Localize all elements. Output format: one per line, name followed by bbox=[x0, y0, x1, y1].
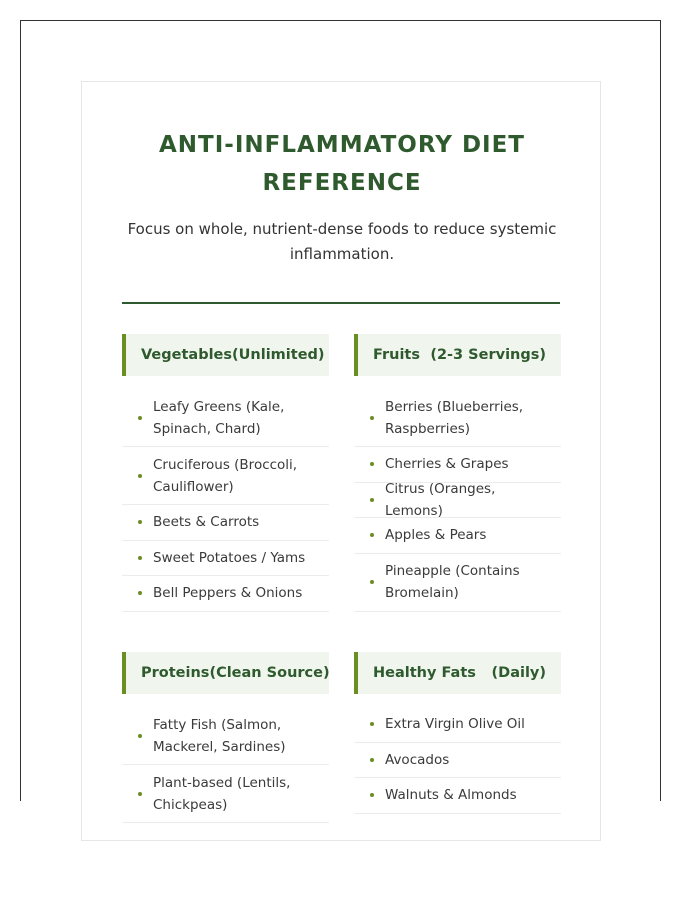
list-item bbox=[122, 505, 329, 541]
bullet-icon bbox=[370, 462, 374, 466]
section-header bbox=[354, 652, 561, 694]
section-fruits bbox=[354, 334, 561, 612]
item-label: Walnuts & Almonds bbox=[385, 787, 517, 804]
food-list bbox=[354, 389, 561, 612]
title-divider bbox=[122, 302, 560, 304]
section-header bbox=[122, 334, 329, 376]
item-label: Apples & Pears bbox=[385, 527, 487, 544]
section-name: Healthy Fats bbox=[373, 665, 476, 681]
list-item bbox=[354, 389, 561, 447]
section-name: Vegetables bbox=[141, 347, 233, 363]
section-name: Proteins bbox=[141, 665, 210, 681]
list-item bbox=[354, 743, 561, 779]
item-label: Citrus (Oranges, Lemons) bbox=[385, 480, 496, 519]
bullet-icon bbox=[138, 474, 142, 478]
bullet-icon bbox=[370, 498, 374, 502]
page-subtitle: Focus on whole, nutrient-dense foods to reduce systemic inflammation. bbox=[127, 220, 557, 263]
item-label: Cherries & Grapes bbox=[385, 456, 509, 473]
list-item bbox=[354, 554, 561, 612]
section-vegetables bbox=[122, 334, 329, 612]
list-item bbox=[122, 707, 329, 765]
bullet-icon bbox=[138, 520, 142, 524]
bullet-icon bbox=[138, 591, 142, 595]
item-label: Avocados bbox=[385, 751, 450, 768]
food-list bbox=[354, 707, 561, 814]
item-label: Plant-based (Lentils, Chickpeas) bbox=[153, 774, 291, 813]
section-name: Fruits bbox=[373, 347, 420, 363]
section-qualifier: (Clean Source) bbox=[209, 665, 330, 681]
list-item bbox=[354, 707, 561, 743]
item-label: Leafy Greens (Kale, Spinach, Chard) bbox=[153, 398, 285, 437]
section-proteins bbox=[122, 652, 329, 823]
section-qualifier: (2-3 Servings) bbox=[430, 347, 546, 363]
section-qualifier: (Unlimited) bbox=[232, 347, 325, 363]
item-label: Sweet Potatoes / Yams bbox=[153, 549, 306, 566]
food-list bbox=[122, 707, 329, 823]
item-label: Extra Virgin Olive Oil bbox=[385, 716, 525, 733]
bullet-icon bbox=[138, 792, 142, 796]
item-label: Fatty Fish (Salmon, Mackerel, Sardines) bbox=[153, 716, 286, 755]
diet-reference-card bbox=[81, 81, 601, 841]
section-qualifier: (Daily) bbox=[491, 665, 546, 681]
document-frame bbox=[20, 20, 661, 813]
bullet-icon bbox=[370, 416, 374, 420]
food-list bbox=[122, 389, 329, 612]
list-item bbox=[122, 541, 329, 577]
bullet-icon bbox=[370, 722, 374, 726]
bullet-icon bbox=[370, 758, 374, 762]
item-label: Pineapple (Contains Bromelain) bbox=[385, 563, 520, 601]
bullet-icon bbox=[138, 556, 142, 560]
bullet-icon bbox=[138, 734, 142, 738]
item-label: Bell Peppers & Onions bbox=[153, 585, 303, 602]
bullet-icon bbox=[370, 580, 374, 584]
list-item bbox=[122, 576, 329, 612]
list-item bbox=[122, 447, 329, 505]
item-label: Cruciferous (Broccoli, Cauliflower) bbox=[153, 456, 298, 495]
bullet-icon bbox=[138, 416, 142, 420]
item-label: Beets & Carrots bbox=[153, 514, 260, 531]
bullet-icon bbox=[370, 793, 374, 797]
bullet-icon bbox=[370, 533, 374, 537]
section-header bbox=[354, 334, 561, 376]
page-title: ANTI-INFLAMMATORY DIET REFERENCE bbox=[158, 132, 525, 196]
section-header bbox=[122, 652, 329, 694]
list-item bbox=[354, 480, 561, 519]
section-healthy-fats bbox=[354, 652, 561, 814]
list-item bbox=[354, 518, 561, 554]
list-item bbox=[354, 778, 561, 814]
item-label: Berries (Blueberries, Raspberries) bbox=[385, 398, 524, 437]
list-item bbox=[122, 765, 329, 823]
list-item bbox=[122, 389, 329, 447]
